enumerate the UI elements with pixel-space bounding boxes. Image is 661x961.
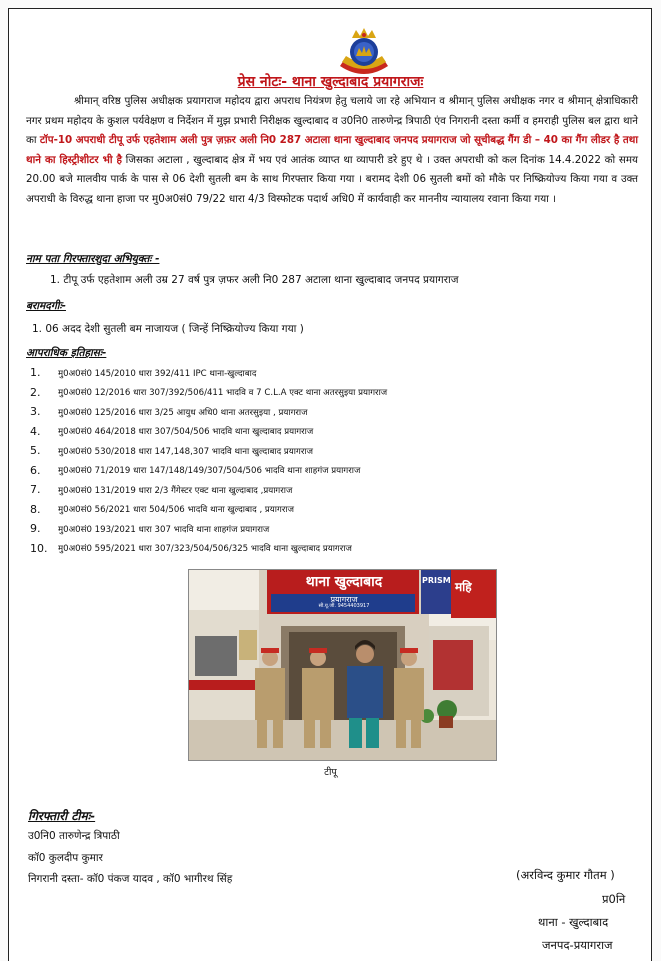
history-item: 3. मु0अ0सं0 125/2016 धारा 3/25 आयुध अधि0 थाना अतरसुइया , प्रयागराज bbox=[30, 405, 308, 419]
arrest-photo bbox=[188, 569, 497, 761]
body-text-part2: जिसका अटाला , खुल्दाबाद क्षेत्र में भय एवं आतंक व्याप्त था व्यापारी डरे हुए थे । उक्त अपराधी को कल दिनांक 14.4.2022 को समय 20.00 बजे मालवीय पार्क के पास से 06 देशी सुतली बम के साथ गिरफ्तार किया गया । बरामद देशी 06 सुतली बमों को मौके पर निष्क्रियोज्य किया गया व उक्त अपराधी के विरुद्ध थाना हाजा पर मु0अ0सं0 79/22 धारा 4/3 विस्फोटक पदार्थ अधि0 में कार्यवाही कर माननीय न्यायालय रवाना किया गया । bbox=[26, 153, 638, 205]
station-sign-text: थाना खुल्दाबाद bbox=[305, 574, 383, 590]
history-item: 5. मु0अ0सं0 530/2018 धारा 147,148,307 भादवि थाना खुल्दाबाद प्रयागराज bbox=[30, 444, 313, 458]
history-item: 10. मु0अ0सं0 595/2021 धारा 307/323/504/506/325 भादवि थाना खुल्दाबाद प्रयागराज bbox=[30, 541, 352, 555]
signatory-district: जनपद-प्रयागराज bbox=[542, 938, 613, 952]
signatory-name: (अरविन्द कुमार गौतम ) bbox=[516, 868, 615, 882]
accused-heading: नाम पता गिरफ्तारशुदा अभियुक्तः - bbox=[26, 253, 160, 265]
recovery-item: 1. 06 अदद देशी सुतली बम नाजायज ( जिन्हें निष्क्रियोज्य किया गया ) bbox=[32, 323, 304, 335]
prism-sign-text: PRISM bbox=[422, 576, 451, 585]
criminal-history-list bbox=[30, 363, 530, 558]
history-item: 8. मु0अ0सं0 56/2021 धारा 504/506 भादवि थाना खुल्दाबाद , प्रयागराज bbox=[30, 502, 294, 516]
history-item: 6. मु0अ0सं0 71/2019 धारा 147/148/149/307/504/506 भादवि थाना शाहगंज प्रयागराज bbox=[30, 463, 361, 477]
station-sign-subtext: प्रयागराज bbox=[330, 595, 358, 604]
history-item: 2. मु0अ0सं0 12/2016 धारा 307/392/506/411 भादवि व 7 C.L.A एक्ट थाना अतरसुइया प्रयागराज bbox=[30, 385, 388, 399]
recovery-heading: बरामदगीः- bbox=[26, 300, 66, 312]
arrest-team-heading: गिरफ्तारी टीमः- bbox=[28, 809, 96, 823]
side-sign-text: महि bbox=[455, 580, 472, 594]
body-text-part1: श्रीमान् वरिष्ठ पुलिस अधीक्षक प्रयागराज महोदय द्वारा अपराध नियंत्रण हेतु चलाये जा रहे अभियान व श्रीमान् पुलिस अधीक्षक नगर व श्रीमान् क्षेत्राधिकारी नगर प्रथम महोदय के कुशल पर्यवेक्षण व निर्देशन में मुझ प्रभारी निरीक्षक खुल्दाबाद व उ0नि0 तारुणेन्द्र त्रिपाठी एंव निगरानी दस्ता कर्मी व हमराही पुलिस बल द्वारा थाने का bbox=[26, 95, 638, 146]
team-member-2: कॉ0 कुलदीप कुमार bbox=[28, 852, 103, 864]
signatory-designation: प्र0नि bbox=[602, 892, 626, 906]
press-note-title: प्रेस नोटः- थाना खुल्दाबाद प्रयागराजः bbox=[237, 74, 424, 90]
body-paragraph bbox=[26, 92, 638, 209]
station-sign-phone: सी.यू.जी. 9454403917 bbox=[318, 603, 370, 609]
body-highlight-text: टॉप-10 अपराधी टीपू उर्फ एहतेशाम अली पुत्र ज़फ़र अली नि0 287 अटाला थाना खुल्दाबाद जनपद प्रयागराज जो सूचीबद्ध गैंग डी – 40 का गैंग लीडर है तथा थाने का हिस्ट्रीशीटर भी है bbox=[26, 134, 638, 166]
criminal-history-heading: आपराधिक इतिहासः- bbox=[26, 347, 107, 359]
history-item: 4. मु0अ0सं0 464/2018 धारा 307/504/506 भादवि थाना खुल्दाबाद प्रयागराज bbox=[30, 424, 314, 438]
photo-caption: टीपू bbox=[324, 767, 337, 778]
history-item: 9. मु0अ0सं0 193/2021 धारा 307 भादवि थाना शाहगंज प्रयागराज bbox=[30, 522, 270, 536]
team-member-3: निगरानी दस्ता- कॉ0 पंकज यादव , कॉ0 भागीरथ सिंह bbox=[28, 873, 233, 885]
team-member-1: उ0नि0 तारुणेन्द्र त्रिपाठी bbox=[28, 830, 120, 842]
accused-item: 1. टीपू उर्फ एहतेशाम अली उम्र 27 वर्ष पुत्र ज़फर अली नि0 287 अटाला थाना खुल्दाबाद जनपद प्रयागराज bbox=[50, 274, 459, 286]
signatory-station: थाना - खुल्दाबाद bbox=[538, 915, 609, 929]
history-item: 7. मु0अ0सं0 131/2019 धारा 2/3 गैंगेस्टर एक्ट थाना खुल्दाबाद ,प्रयागराज bbox=[30, 483, 293, 497]
history-item: 1. मु0अ0सं0 145/2010 धारा 392/411 IPC थाना-खुल्दाबाद bbox=[30, 366, 257, 380]
